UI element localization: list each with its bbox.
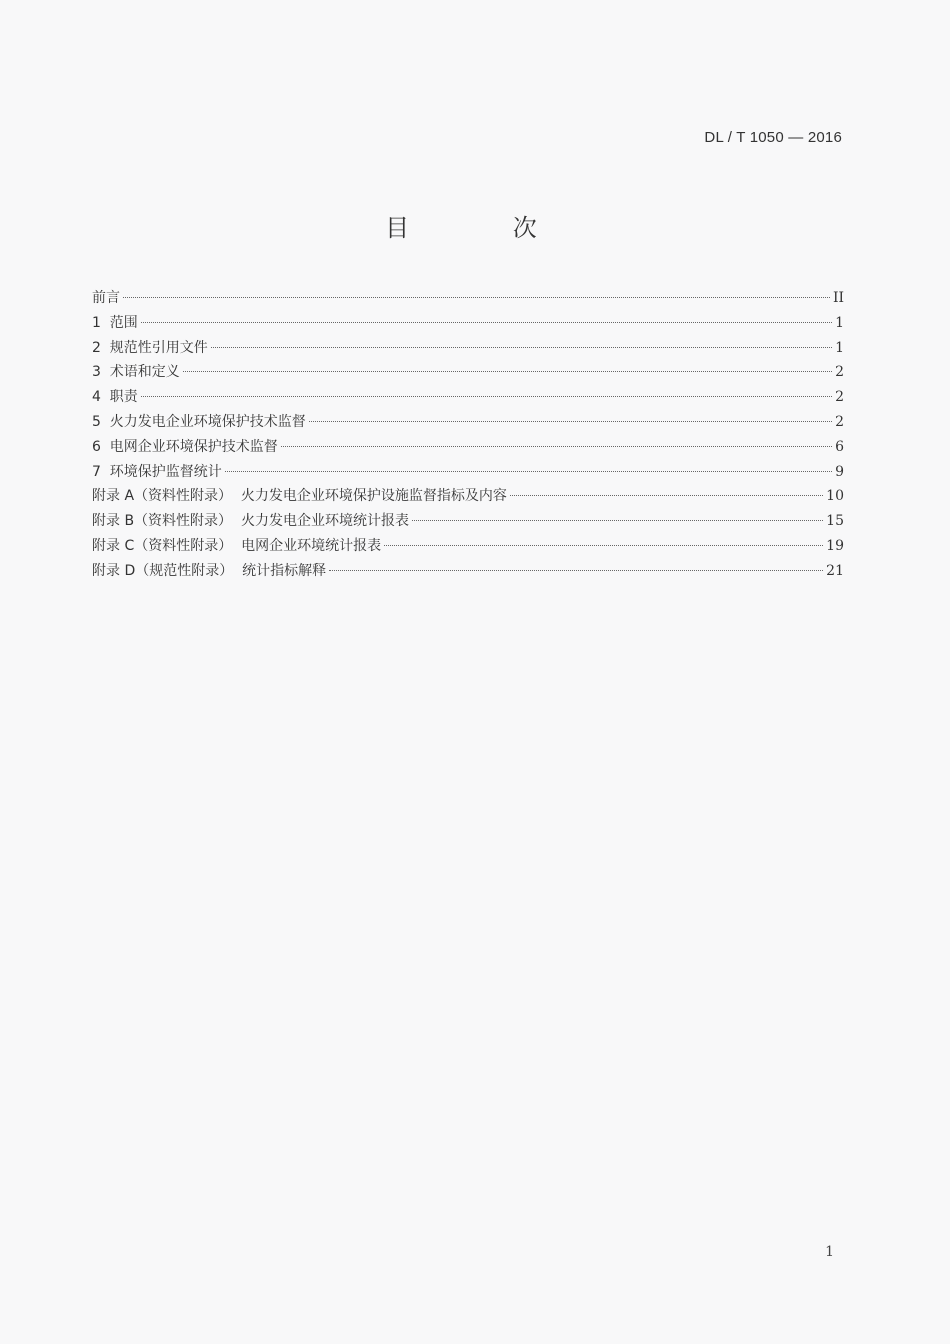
toc-entry-page: 19 bbox=[826, 537, 844, 554]
toc-entry-page: 2 bbox=[835, 364, 844, 381]
toc-entry-page: 15 bbox=[826, 513, 844, 530]
toc-entry-page: 21 bbox=[826, 562, 844, 579]
leader-dots bbox=[211, 347, 832, 348]
toc-entry-appendix-a[interactable] bbox=[92, 485, 844, 510]
leader-dots bbox=[510, 495, 823, 496]
page-number: 1 bbox=[825, 1244, 834, 1260]
toc-entry-label: 1 范围 bbox=[92, 314, 138, 331]
leader-dots bbox=[141, 396, 832, 397]
toc-entry-appendix-c[interactable] bbox=[92, 535, 844, 560]
toc-entry-label: 7 环境保护监督统计 bbox=[92, 463, 222, 480]
toc-entry-appendix-d[interactable] bbox=[92, 560, 844, 585]
toc-entry-label: 4 职责 bbox=[92, 389, 138, 406]
leader-dots bbox=[183, 371, 832, 372]
leader-dots bbox=[281, 446, 832, 447]
toc-entry-label: 附录 B（资料性附录） 火力发电企业环境统计报表 bbox=[92, 513, 409, 530]
toc-entry-label: 附录 D（规范性附录） 统计指标解释 bbox=[92, 562, 327, 579]
toc-entry-statistics[interactable] bbox=[92, 461, 844, 486]
toc-entry-label: 附录 A（资料性附录） 火力发电企业环境保护设施监督指标及内容 bbox=[92, 488, 507, 505]
toc-entry-page: 10 bbox=[826, 488, 844, 505]
toc-entry-terms[interactable] bbox=[92, 361, 844, 386]
toc-entry-preface[interactable] bbox=[92, 287, 844, 312]
toc-entry-label: 2 规范性引用文件 bbox=[92, 339, 208, 356]
leader-dots bbox=[309, 421, 832, 422]
toc-entry-page: 2 bbox=[835, 389, 844, 406]
toc-entry-label: 3 术语和定义 bbox=[92, 364, 180, 381]
toc-entry-thermal-power[interactable] bbox=[92, 411, 844, 436]
leader-dots bbox=[384, 545, 823, 546]
leader-dots bbox=[141, 322, 832, 323]
toc-entry-page: 2 bbox=[835, 413, 844, 430]
toc-entry-appendix-b[interactable] bbox=[92, 510, 844, 535]
toc-entry-scope[interactable] bbox=[92, 312, 844, 337]
toc-entry-normative-references[interactable] bbox=[92, 337, 844, 362]
page-title: 目 次 bbox=[385, 214, 585, 242]
leader-dots bbox=[225, 471, 832, 472]
standard-number: DL / T 1050 — 2016 bbox=[704, 129, 842, 146]
toc-entry-page: 6 bbox=[835, 438, 844, 455]
toc-entry-label: 5 火力发电企业环境保护技术监督 bbox=[92, 413, 306, 430]
toc-entry-page: 1 bbox=[835, 314, 844, 331]
table-of-contents bbox=[92, 287, 844, 585]
leader-dots bbox=[329, 570, 823, 571]
toc-entry-label: 前言 bbox=[92, 290, 120, 306]
toc-entry-responsibilities[interactable] bbox=[92, 386, 844, 411]
leader-dots bbox=[412, 520, 823, 521]
toc-entry-label: 附录 C（资料性附录） 电网企业环境统计报表 bbox=[92, 537, 382, 554]
leader-dots bbox=[123, 297, 830, 298]
toc-entry-power-grid[interactable] bbox=[92, 436, 844, 461]
toc-entry-page: 9 bbox=[835, 463, 844, 480]
toc-entry-label: 6 电网企业环境保护技术监督 bbox=[92, 438, 278, 455]
toc-entry-page: 1 bbox=[835, 339, 844, 356]
toc-entry-page: II bbox=[832, 290, 844, 306]
